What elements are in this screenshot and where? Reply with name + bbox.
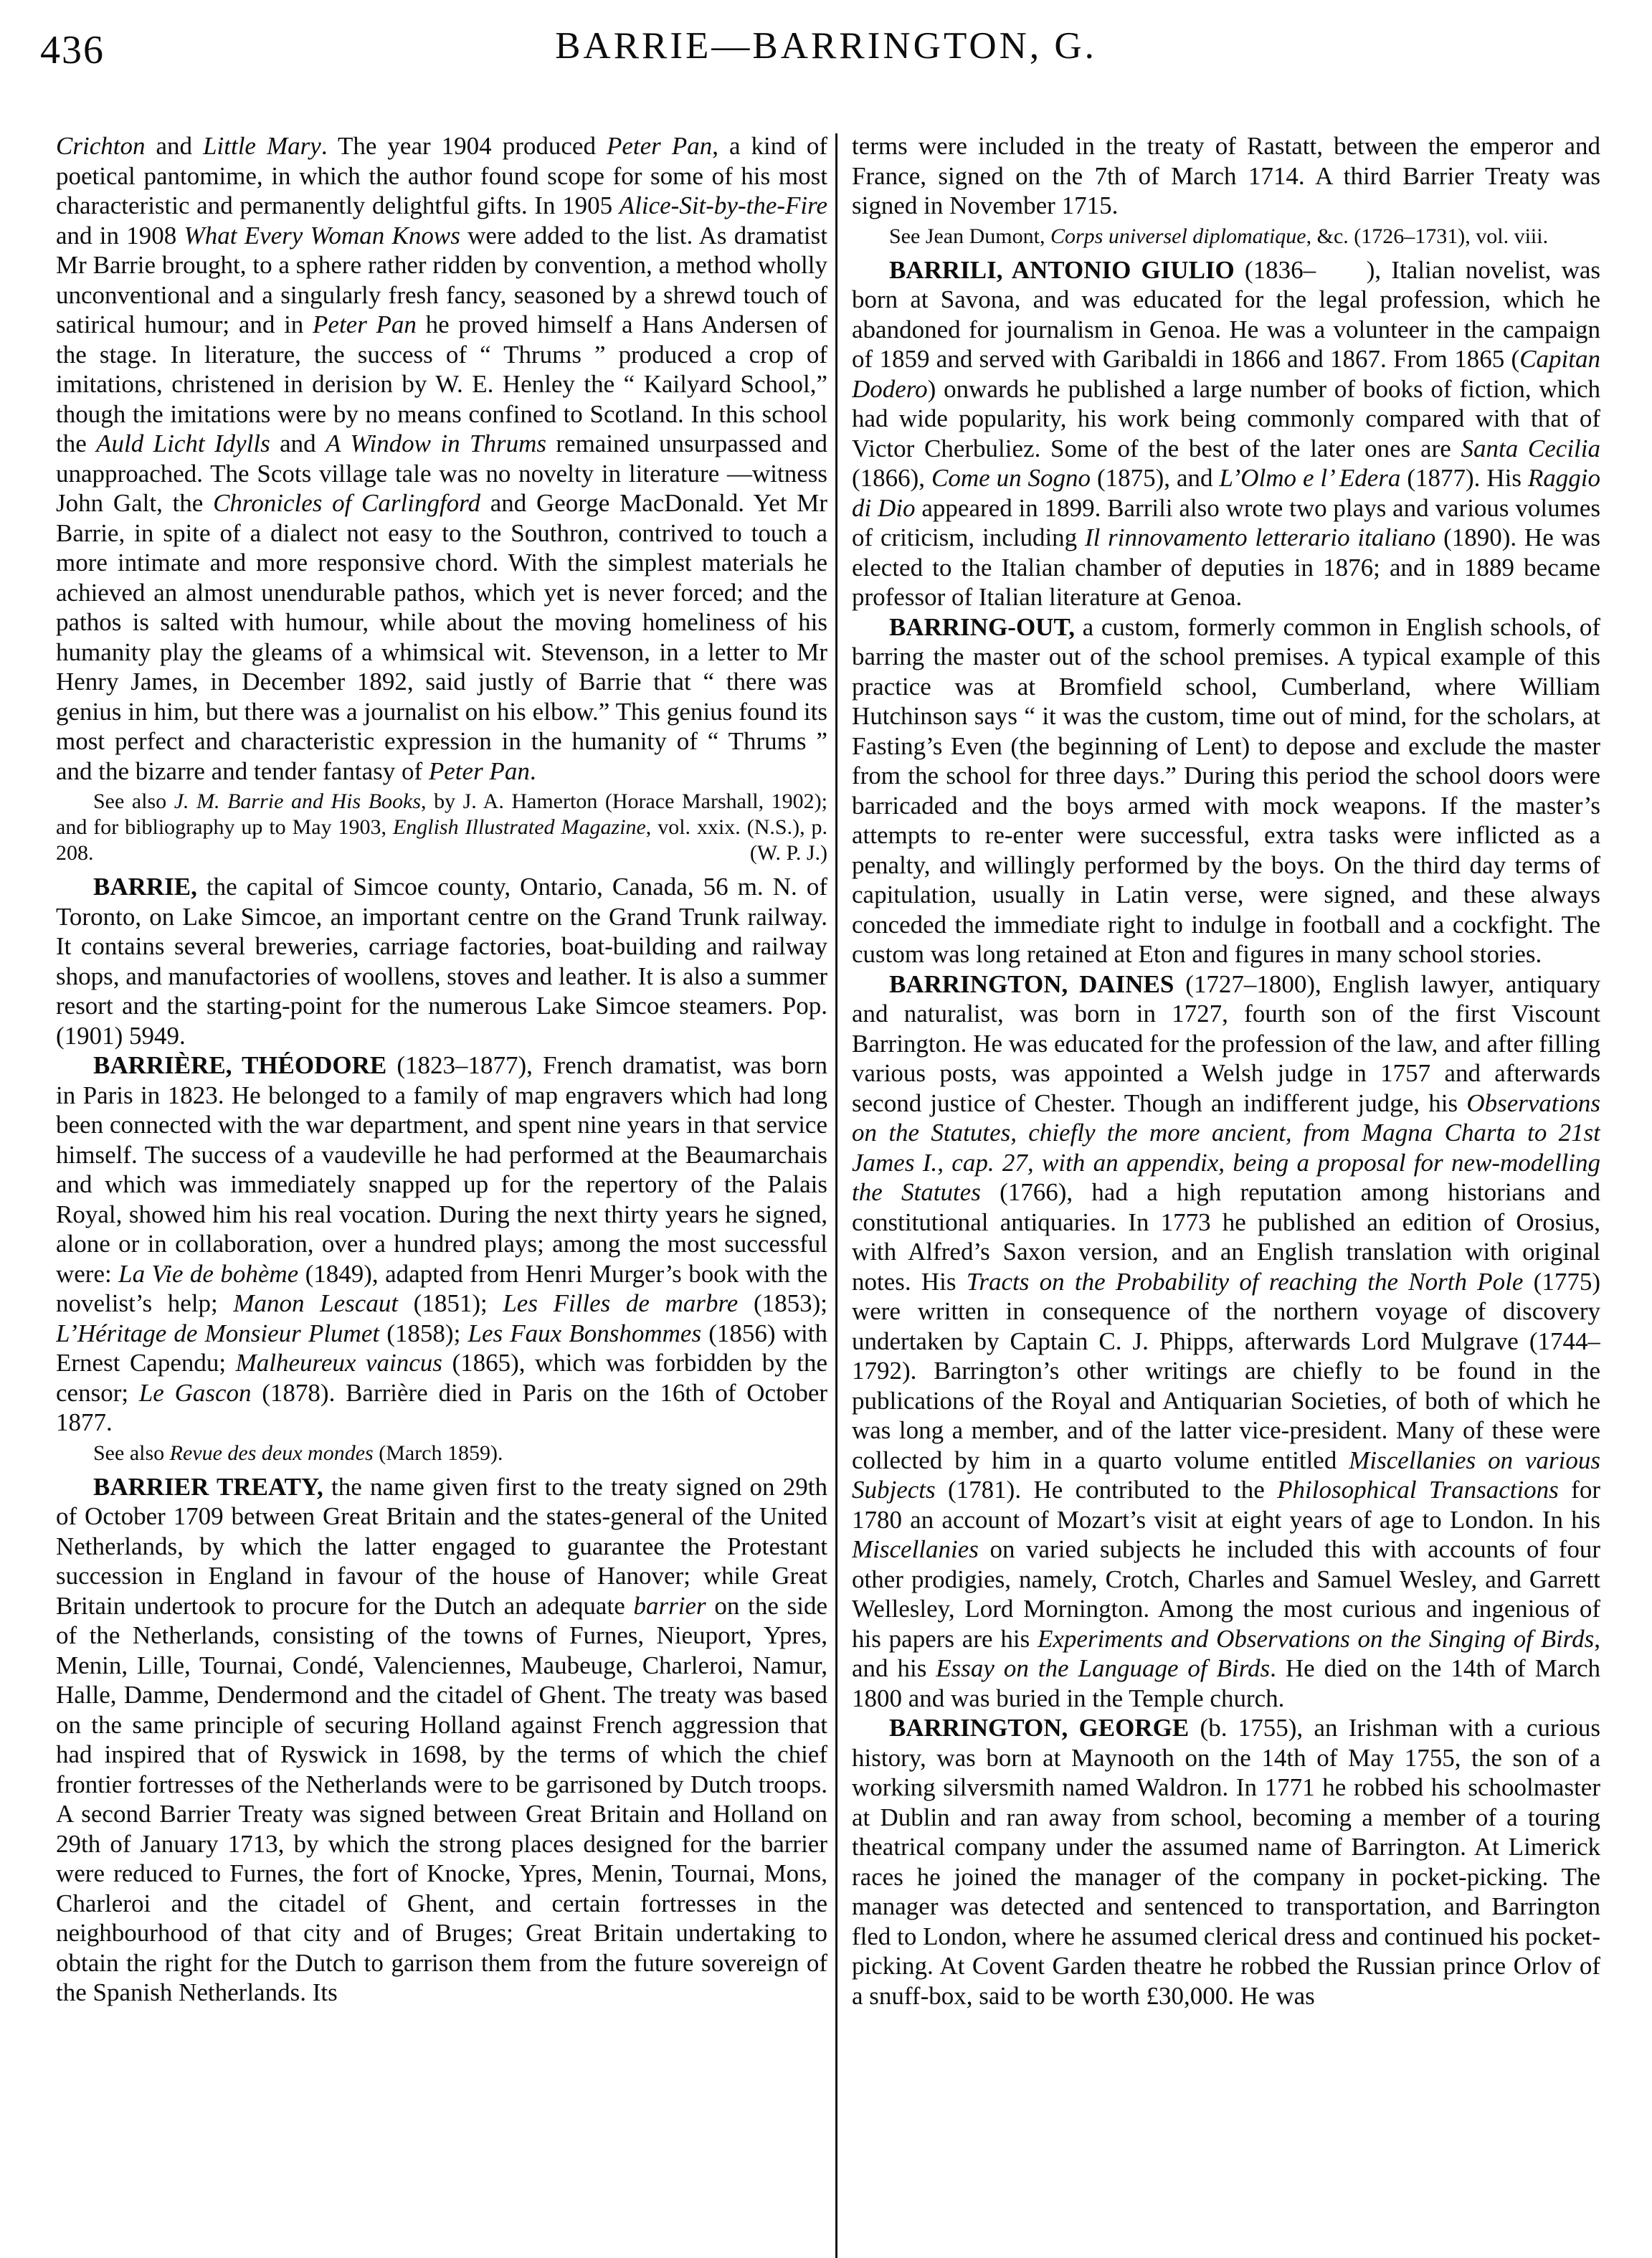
- text-run: (1851);: [398, 1289, 503, 1317]
- text-run: on the side of the Netherlands, consisting of the towns of Furnes, Nieuport, Ypres, Menin, Lille, Tournai, Condé, Valenciennes, Maubeuge, Charleroi, Namur, Halle, Damme, Dendermond and the citadel of Ghent. The treaty was based on the same principle of securing Holland against French aggression that had inspired that of Ryswick in 1698, by the terms of which the chief frontier fortresses of the Netherlands were to be garrisoned by Dutch troops. A second Barrier Treaty was signed between Great Britain and Holland on 29th of January 1713, by which the strong places designed for the barrier were reduced to Furnes, the fort of Knocke, Ypres, Menin, Tournai, Mons, Charleroi and the citadel of Ghent, and certain fortresses in the neighbourhood of that city and of Bruges; Great Britain undertaking to obtain the right for the Dutch to garrison them from the future sovereign of the Spanish Netherlands. Its: [56, 1591, 827, 2006]
- entry-headword: BARRIE,: [93, 873, 197, 901]
- text-run: (1823–1877), French dramatist, was born in Paris in 1823. He belonged to a family of map engravers which had long been connected with the war department, and spent nine years in that service himself. The success of a vaudeville he had performed at the Beaumarchais and which was immediately snapped up for the repertory of the Palais Royal, showed him his real vocation. During the next thirty years he signed, alone or in collaboration, over a hundred plays; among the most successful were:: [56, 1051, 827, 1288]
- text-run: . He died on the 14th of March 1800 and was buried in the Temple church.: [852, 1654, 1600, 1712]
- text-run: Peter Pan: [428, 756, 530, 785]
- entry-paragraph: [56, 1472, 827, 2008]
- text-run: Crichton: [56, 132, 146, 160]
- text-run: (1877). His: [1400, 464, 1528, 492]
- entry-paragraph: [56, 1050, 827, 1438]
- bibliography-paragraph: [56, 789, 827, 866]
- text-run: barrier: [633, 1591, 706, 1620]
- page-number: 436: [40, 28, 105, 72]
- text-run: Experiments and Observations on the Singing of Birds: [1038, 1624, 1595, 1653]
- text-run: (1781). He contributed to the: [935, 1476, 1278, 1504]
- text-run: remained unsurpassed and unapproached. The Scots village tale was no novelty in literature —witness John Galt, the: [56, 430, 827, 517]
- text-run: Auld Licht Idylls: [96, 430, 270, 457]
- text-run: Miscellanies: [852, 1535, 979, 1563]
- text-run: See also: [93, 789, 174, 813]
- text-run: Les Faux Bonshommes: [467, 1319, 702, 1347]
- entry-headword: BARRIÈRE, THÉODORE: [93, 1051, 387, 1079]
- text-run: the capital of Simcoe county, Ontario, Canada, 56 m. N. of Toronto, on Lake Simcoe, an important centre on the Grand Trunk railway. It contains several breweries, carriage factories, boat-building and railway shops, and manufactories of woollens, stoves and leather. It is also a summer resort and the starting-point for the numerous Lake Simcoe steamers. Pop. (1901) 5949.: [56, 873, 827, 1050]
- text-run: What Every Woman Knows: [184, 221, 460, 250]
- text-run: See Jean Dumont,: [889, 224, 1050, 248]
- text-run: ) onwards he published a large number of books of fiction, which had wide popularity, his work being commonly compared with that of Victor Cherbuliez. Some of the best of the later ones are: [852, 374, 1600, 462]
- text-run: Peter Pan: [606, 132, 713, 160]
- text-run: Revue des deux mondes: [169, 1441, 374, 1465]
- text-run: A Window in Thrums: [326, 430, 546, 457]
- text-run: (1865), which was forbidden by the censor;: [56, 1349, 827, 1407]
- text-run: (1858);: [379, 1319, 468, 1347]
- bibliography-paragraph: [56, 1441, 827, 1466]
- text-run: Les Filles de marbre: [503, 1289, 739, 1317]
- text-run: he proved himself a Hans Andersen of the stage. In literature, the success of “ Thrums ” produced a crop of imitations, christened in derision by W. E. Henley the “ Kailyard School,” though the imitations were by no means confined to Scotland. In this school the: [56, 310, 827, 457]
- text-run: Il rinnovamento letterario italiano: [1084, 523, 1436, 551]
- text-run: Manon Lescaut: [233, 1289, 399, 1317]
- author-initials: (W. P. J.): [749, 841, 827, 865]
- text-run: Come un Sogno: [931, 464, 1091, 492]
- text-run: . The year 1904 produced: [321, 132, 607, 160]
- right-column: [852, 131, 1600, 2258]
- text-run: (1775) were written in consequence of the northern voyage of discovery undertaken by Captain C. J. Phipps, afterwards Lord Mulgrave (1744–1792). Barrington’s other writings are chiefly to be found in the publications of the Royal and Antiquarian Societies, of both of which he was long a member, and of the latter vice-president. Many of these were collected by him in a quarto volume entitled: [852, 1267, 1600, 1474]
- text-run: Capitan Dodero: [852, 345, 1600, 403]
- text-run: Malheureux vaincus: [235, 1349, 442, 1377]
- text-run: (March 1859).: [373, 1441, 503, 1465]
- text-run: for 1780 an account of Mozart’s visit at eight years of age to London. In his: [852, 1476, 1600, 1534]
- entry-paragraph: [56, 872, 827, 1050]
- entry-paragraph: [852, 612, 1600, 969]
- text-run: (1878). Barrière died in Paris on the 16th of October 1877.: [56, 1378, 827, 1436]
- text-run: and in 1908: [56, 221, 184, 250]
- text-run: the name given first to the treaty signed on 29th of October 1709 between Great Britain and the states-general of the United Netherlands, by which the latter engaged to guarantee the Protestant succession in England in favour of the house of Hanover; while Great Britain undertook to procure for the Dutch an adequate: [56, 1472, 827, 1620]
- entry-headword: BARRIER TREATY,: [93, 1472, 323, 1501]
- entry-paragraph: [852, 1713, 1600, 2011]
- text-run: Corps universel diplomatique: [1050, 224, 1306, 248]
- text-run: terms were included in the treaty of Rastatt, between the emperor and France, signed on the 7th of March 1714. A third Barrier Treaty was signed in November 1715.: [852, 132, 1600, 219]
- text-run: (1727–1800), English lawyer, antiquary and naturalist, was born in 1727, fourth son of the first Viscount Barrington. He was educated for the profession of the law, and after filling various posts, was appointed a Welsh judge in 1757 and afterwards second justice of Chester. Though an indifferent judge, his: [852, 969, 1600, 1117]
- entry-paragraph: [852, 131, 1600, 221]
- left-column: [56, 131, 827, 2258]
- text-run: Le Gascon: [138, 1378, 252, 1407]
- text-run: (1875), and: [1091, 464, 1220, 492]
- entry-paragraph: [852, 969, 1600, 1714]
- entry-paragraph: [56, 131, 827, 786]
- text-run: , &c. (1726–1731), vol. viii.: [1306, 224, 1549, 248]
- text-run: , a kind of poetical pantomime, in which the author found scope for some of his most characteristic and permanently delightful gifts. In 1905: [56, 132, 827, 219]
- entry-paragraph: [852, 255, 1600, 612]
- text-run: Observations on the Statutes, chiefly the more ancient, from Magna Charta to 21st James I., cap. 27, with an appendix, being a proposal for new-modelling the Statutes: [852, 1088, 1600, 1206]
- text-run: (1866),: [852, 464, 931, 492]
- text-run: Little Mary: [203, 132, 321, 160]
- text-run: Peter Pan: [313, 310, 417, 338]
- text-run: (b. 1755), an Irishman with a curious history, was born at Maynooth on the 14th of May 1755, the son of a working silversmith named Waldron. In 1771 he robbed his schoolmaster at Dublin and ran away from school, becoming a member of a touring theatrical company under the assumed name of Barrington. At Limerick races he joined the manager of the company in pocket-picking. The manager was detected and sentenced to transportation, and Barrington fled to London, where he assumed clerical dress and continued his pocket-picking. At Covent Garden theatre he robbed the Russian prince Orlov of a snuff-box, said to be worth £30,000. He was: [852, 1714, 1600, 2010]
- text-run: .: [529, 756, 536, 785]
- text-run: , vol. xxix. (N.S.), p. 208.: [56, 815, 827, 865]
- entry-headword: BARRINGTON, DAINES: [889, 969, 1174, 998]
- text-run: (1766), had a high reputation among historians and constitutional antiquaries. In 1773 he published an edition of Orosius, with Alfred’s Saxon version, and an English translation with original notes. His: [852, 1178, 1600, 1296]
- text-run: , and his: [852, 1624, 1600, 1682]
- text-run: Philosophical Transactions: [1277, 1476, 1559, 1504]
- text-run: Miscellanies on various Subjects: [852, 1446, 1600, 1504]
- text-run: (1836– ), Italian novelist, was born at Savona, and was educated for the legal profession, which he abandoned for journalism in Genoa. He was a volunteer in the campaign of 1859 and served with Garibaldi in 1866 and 1867. From 1865 (: [852, 255, 1600, 373]
- text-run: (1849), adapted from Henri Murger’s book with the novelist’s help;: [56, 1259, 827, 1317]
- text-run: were added to the list. As dramatist Mr Barrie brought, to a sphere rather ridden by convention, a method wholly unconventional and a singularly fresh fancy, seasoned by a shrewd touch of satirical humour; and in: [56, 221, 827, 338]
- text-run: (1890). He was elected to the Italian chamber of deputies in 1876; and in 1889 became professor of Italian literature at Genoa.: [852, 523, 1600, 611]
- text-run: Alice-Sit-by-the-Fire: [619, 191, 827, 219]
- text-run: a custom, formerly common in English schools, of barring the master out of the school premises. A typical example of this practice was at Bromfield school, Cumberland, where William Hutchinson says “ it was the custom, time out of mind, for the scholars, at Fasting’s Even (the beginning of Lent) to depose and exclude the master from the school for three days.” During this period the school doors were barricaded and the boys armed with mock weapons. If the master’s attempts to re-enter were successful, extra tasks were inflicted as a penalty, and willingly performed by the boys. On the third day terms of capitulation, usually in Latin verse, were signed, and these always conceded the immediate right to indulge in football and a cockfight. The custom was long retained at Eton and figures in many school stories.: [852, 612, 1600, 968]
- text-run: , by J. A. Hamerton (Horace Marshall, 1902); and for bibliography up to May 1903,: [56, 789, 827, 839]
- text-run: Raggio di Dio: [852, 464, 1600, 522]
- text-run: Tracts on the Probability of reaching the North Pole: [966, 1267, 1524, 1296]
- text-run: and: [145, 132, 204, 160]
- text-run: Essay on the Language of Birds: [936, 1654, 1271, 1682]
- text-run: appeared in 1899. Barrili also wrote two plays and various volumes of criticism, including: [852, 493, 1600, 551]
- text-run: and: [270, 430, 326, 457]
- text-run: La Vie de bohème: [118, 1259, 299, 1288]
- text-run: on varied subjects he included this with accounts of four other prodigies, namely, Crotch, Charles and Samuel Wesley, and Garrett Wellesley, Lord Mornington. Among the most curious and ingenious of his papers are his: [852, 1535, 1600, 1653]
- text-run: (1856) with Ernest Capendu;: [56, 1319, 827, 1377]
- entry-headword: BARRING-OUT,: [889, 612, 1075, 641]
- entry-headword: BARRILI, ANTONIO GIULIO: [889, 255, 1235, 284]
- text-run: and George MacDonald. Yet Mr Barrie, in spite of a dialect not easy to the Southron, contrived to touch a more intimate and more responsive chord. With the simplest materials he achieved an almost unendurable pathos, which yet is never forced; and the pathos is salted with humour, while about the moving homeliness of his humanity play the gleams of a whimsical wit. Stevenson, in a letter to Mr Henry James, in December 1892, said justly of Barrie that “ there was genius in him, but there was a journalist on his elbow.” This genius found its most perfect and characteristic expression in the humanity of “ Thrums ” and the bizarre and tender fantasy of: [56, 489, 827, 785]
- text-run: Chronicles of Carlingford: [213, 489, 480, 517]
- text-run: See also: [93, 1441, 170, 1465]
- bibliography-paragraph: [852, 224, 1600, 250]
- text-run: Santa Cecilia: [1461, 434, 1600, 462]
- text-run: (1853);: [738, 1289, 827, 1317]
- text-run: L’Héritage de Monsieur Plumet: [56, 1319, 380, 1347]
- entry-headword: BARRINGTON, GEORGE: [889, 1714, 1190, 1742]
- text-run: L’Olmo e l’ Edera: [1219, 464, 1401, 492]
- text-run: J. M. Barrie and His Books: [174, 789, 422, 813]
- text-run: English Illustrated Magazine: [392, 815, 646, 839]
- running-head: BARRIE—BARRINGTON, G.: [555, 25, 1097, 67]
- column-divider: [835, 133, 837, 2258]
